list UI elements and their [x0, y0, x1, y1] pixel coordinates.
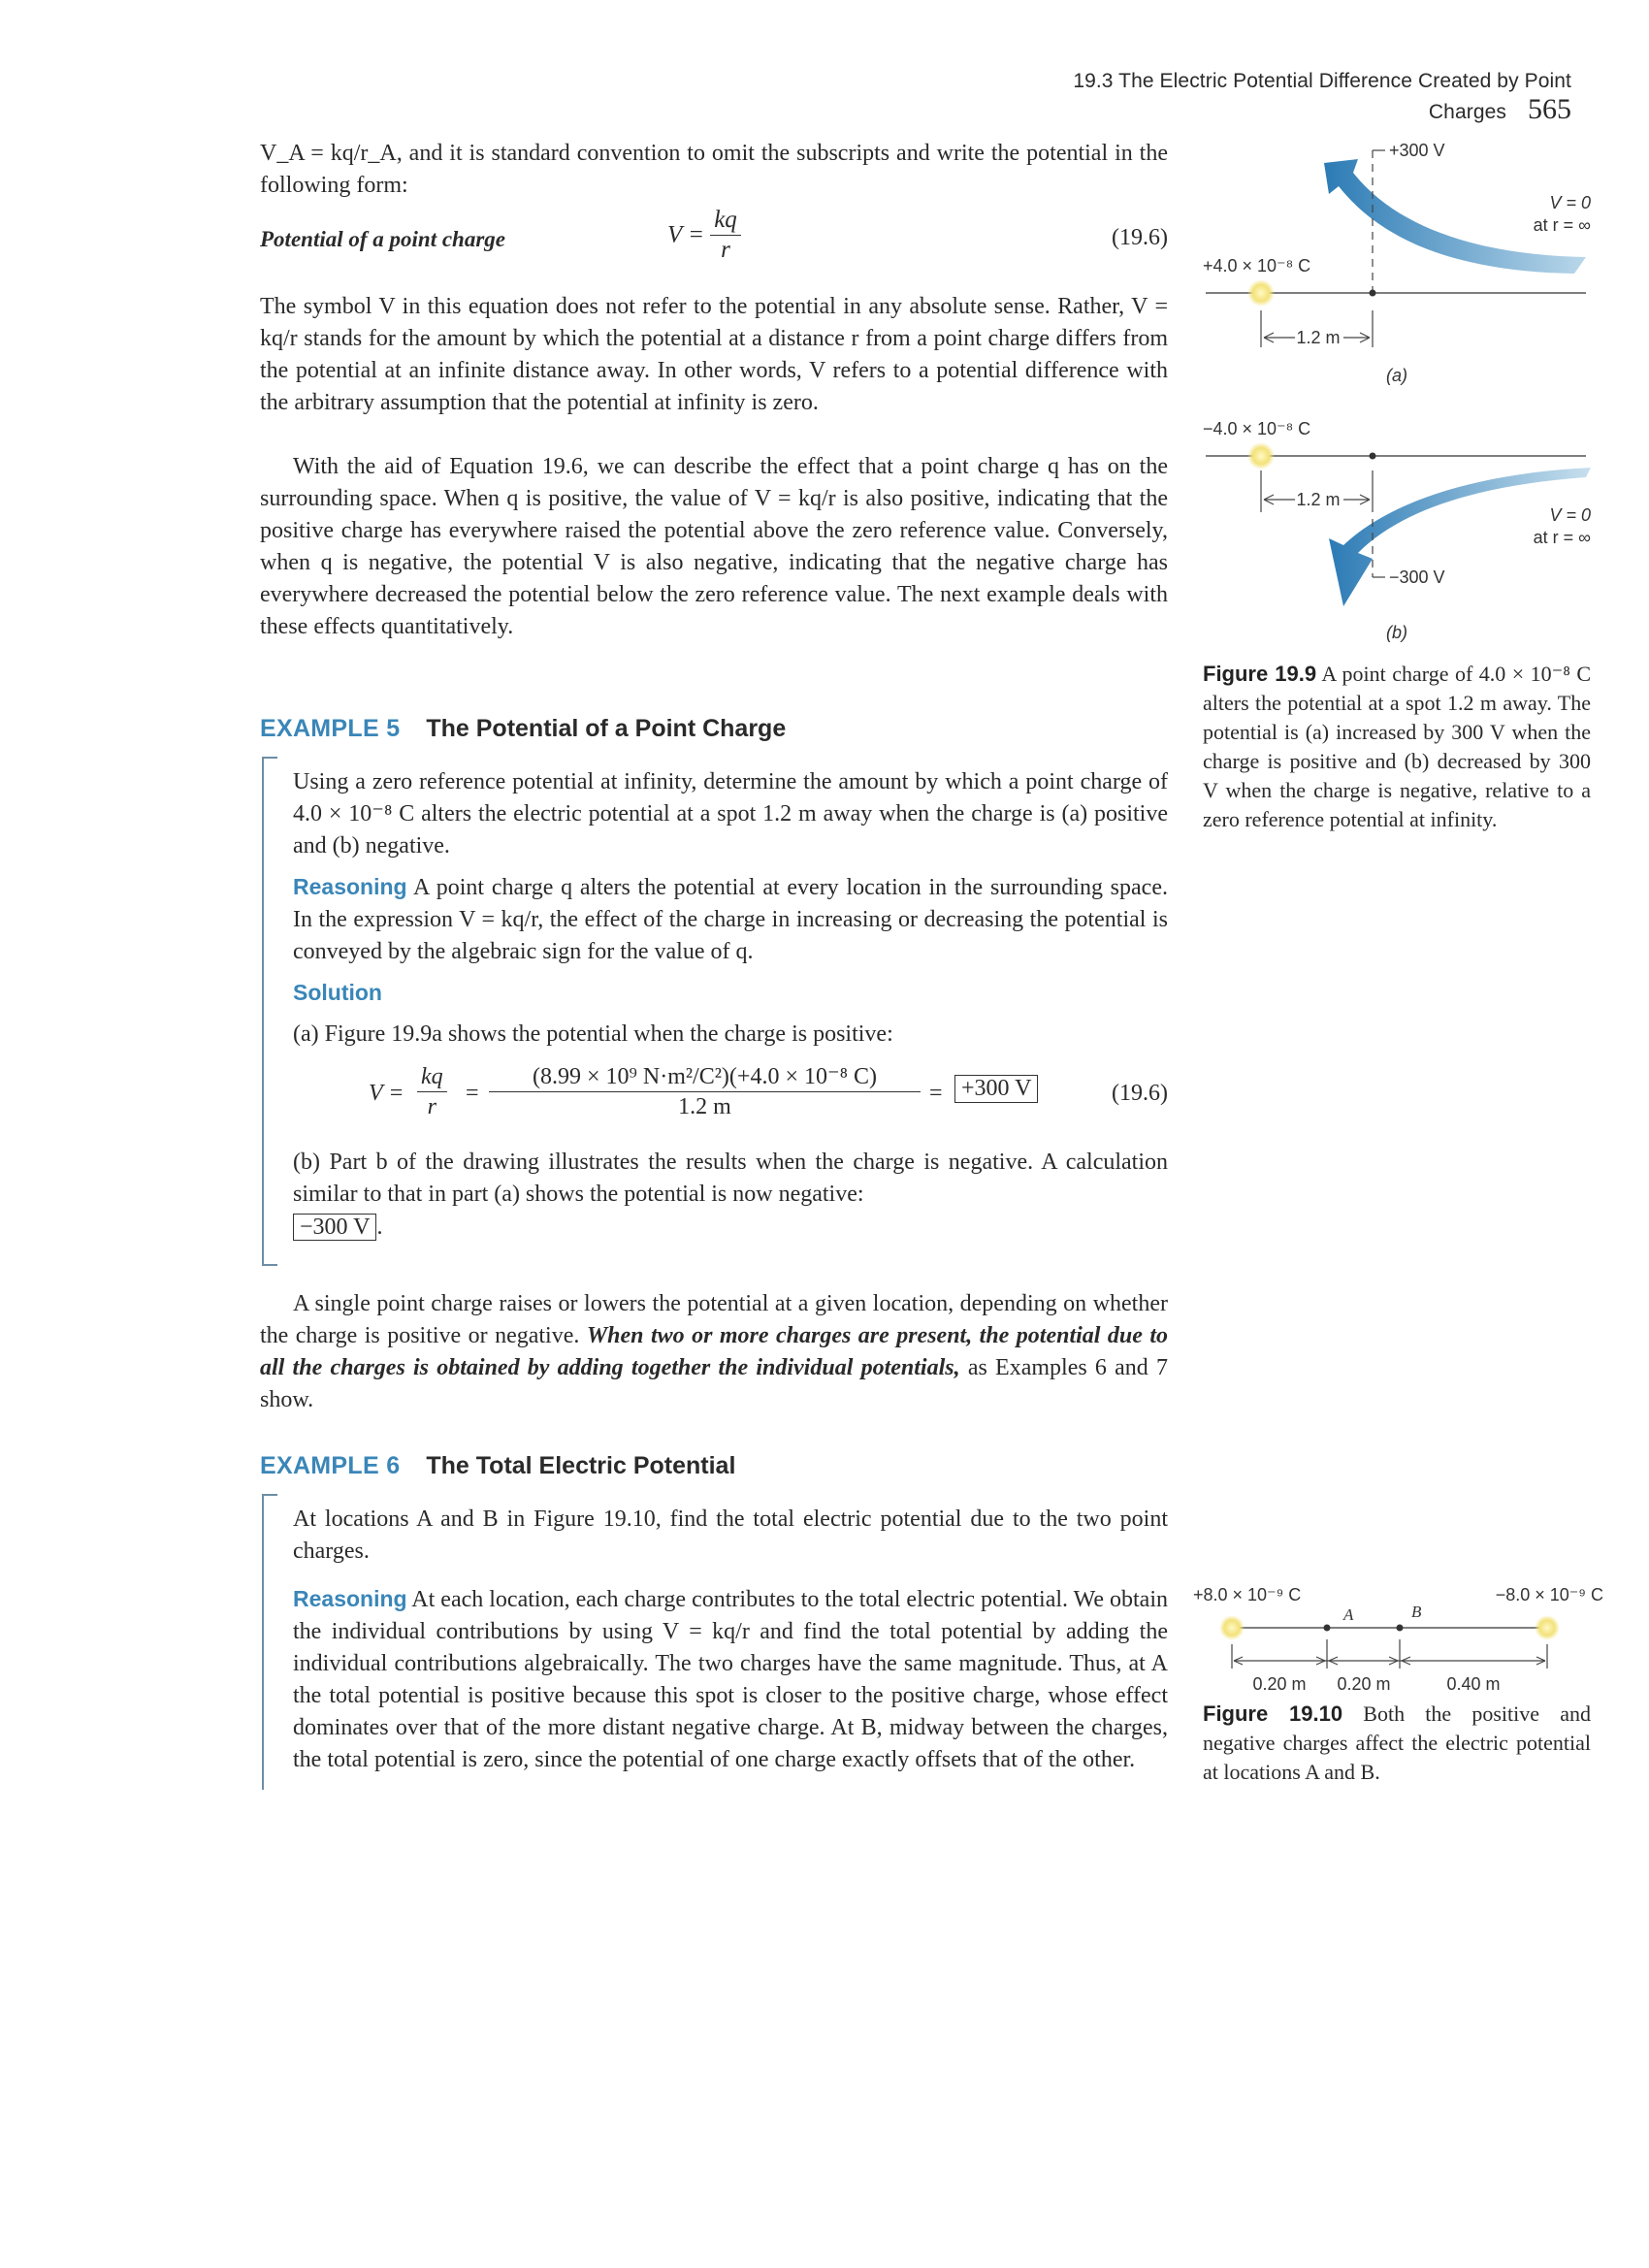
eq-numerator: kq — [710, 206, 741, 236]
point-b — [1397, 1625, 1404, 1632]
fig-b-inf: at r = ∞ — [1533, 528, 1591, 547]
example-5-title: The Potential of a Point Charge — [426, 715, 787, 742]
example-5-bar-top — [262, 757, 277, 759]
example-6-title: The Total Electric Potential — [426, 1452, 736, 1479]
point-b-label: B — [1411, 1603, 1422, 1621]
example-6-reasoning-text: At each location, each charge contributes to the total electric potential. We obtain the individual contributions by using V = kq/r and find the total potential by adding the individual contributions algebraically. The two charges have the same magnitude. Thus, at A the total potential is positive because this spot is closer to the positive charge, whose effect dominates over that of the more distant negative charge. At B, midway between the charges, the total potential is zero, since the potential of one charge exactly offsets that of the other. — [293, 1587, 1168, 1772]
fig-a-dist: 1.2 m — [1296, 328, 1341, 347]
example-6-bar-top — [262, 1494, 277, 1496]
fig10-pos-charge: +8.0 × 10⁻⁹ C — [1193, 1585, 1302, 1604]
paragraph-1: The symbol V in this equation does not refer to the potential in any absolute sense. Rather, V = kq/r stands for the amount by which the potential at a distance r from a point charge differs from the potential at an infinite distance away. In other words, V refers to a potential difference with the arbitrary assumption that the potential at infinity is zero. — [260, 294, 1168, 415]
example-5-reasoning-label: Reasoning — [293, 874, 407, 899]
figure-19-9-caption — [1203, 660, 1591, 834]
eq-denominator: r — [721, 237, 730, 263]
example-5-bar-bottom — [262, 1264, 277, 1266]
fig-a-top: +300 V — [1389, 141, 1445, 160]
ex5-eq-equals: = — [466, 1081, 479, 1106]
intro-text: V_A = kq/r_A, and it is standard convention to omit the subscripts and write the potential in the following form: — [260, 141, 1168, 198]
fig-a-tag: (a) — [1386, 366, 1407, 385]
section-title: 19.3 The Electric Potential Difference Created by Point Charges — [1073, 70, 1571, 123]
ex5-eq-number: (19.6) — [1112, 1081, 1168, 1106]
example-6-heading — [260, 1452, 1168, 1480]
example-5-heading — [260, 715, 1168, 743]
equation-19-6 — [260, 206, 1168, 274]
figure-19-9 — [1188, 126, 1600, 650]
equation-number: (19.6) — [1112, 225, 1168, 250]
paragraph-3-bold: When two or more charges are present, the potential due to all the charges is obtained by adding together the individual potentials, — [260, 1323, 1169, 1380]
positive-charge-a — [1247, 279, 1275, 307]
equation-label: Potential of a point charge — [260, 227, 505, 251]
example-6-label: EXAMPLE 6 — [260, 1452, 401, 1479]
ex5-eq-den1: r — [427, 1094, 436, 1119]
paragraph-3-end: as Examples 6 and 7 show. — [260, 1355, 1169, 1412]
paragraph-3 — [260, 1288, 1168, 1416]
paragraph-3-plain: A single point charge raises or lowers the potential at a given location, depending on whether the charge is positive or negative. — [260, 1291, 1168, 1348]
ex5-eq-num1: kq — [417, 1062, 447, 1092]
paragraph-2: With the aid of Equation 19.6, we can describe the effect that a point charge q has on the surrounding space. When q is positive, the value of V = kq/r is also positive, indicating that the positive charge has everywhere raised the potential above the zero reference value. Conversely, when q is negative, the potential V is also negative, indicating that the negative charge has everywhere decreased the potential below the zero reference value. The next example deals with these effects quantitatively. — [260, 454, 1168, 639]
ex5-eq-equals-2: = — [929, 1081, 943, 1106]
page-number: 565 — [1528, 93, 1571, 125]
example-5-part-b-result: −300 V — [293, 1214, 376, 1241]
example-6-problem: At locations A and B in Figure 19.10, find the total electric potential due to the two point charges. — [293, 1507, 1168, 1564]
fig-b-dist: 1.2 m — [1296, 490, 1341, 509]
figure-19-10-caption-label: Figure 19.10 — [1203, 1701, 1343, 1726]
example-5-reasoning — [293, 871, 1168, 968]
fig-a-v0: V = 0 — [1549, 193, 1591, 212]
example-5-label: EXAMPLE 5 — [260, 715, 401, 742]
point-a-label: A — [1343, 1605, 1354, 1624]
example-5-equation — [369, 1057, 1168, 1135]
figure-19-10-caption — [1203, 1700, 1591, 1787]
fig10-d1: 0.20 m — [1252, 1674, 1307, 1694]
example-5-part-a: (a) Figure 19.9a shows the potential when the charge is positive: — [293, 1021, 893, 1047]
fig10-d2: 0.20 m — [1337, 1674, 1391, 1694]
example-5-reasoning-text: A point charge q alters the potential at every location in the surrounding space. In the expression V = kq/r, the effect of the charge in increasing or decreasing the potential is conveyed by the algebraic sign for the value of q. — [293, 875, 1168, 964]
example-5-problem: Using a zero reference potential at infinity, determine the amount by which a point charge of 4.0 × 10⁻⁸ C alters the electric potential at a spot 1.2 m away when the charge is (a) positive and (b) negative. — [293, 769, 1168, 859]
ex5-eq-den2: 1.2 m — [678, 1094, 731, 1119]
fig10-d3: 0.40 m — [1446, 1674, 1501, 1694]
eq-lhs: V = — [667, 221, 704, 248]
fig-b-bottom: −300 V — [1389, 567, 1445, 587]
figure-19-10-caption-text: Both the positive and negative charges affect the electric potential at locations A and B. — [1203, 1701, 1591, 1784]
fig10-positive-charge — [1219, 1615, 1245, 1640]
ex5-eq-result: +300 V — [954, 1075, 1038, 1103]
example-5-part-b-result-wrap: −300 V . — [293, 1215, 382, 1241]
negative-charge-b — [1247, 442, 1275, 470]
figure-19-9-caption-text: A point charge of 4.0 × 10⁻⁸ C alters the potential at a spot 1.2 m away. The potential is (a) increased by 300 V when the charge is positive and (b) decreased by 300 V when the charge is negative, relative to a zero reference potential at infinity. — [1203, 662, 1592, 831]
figure-19-10 — [1188, 1571, 1610, 1698]
example-6-reasoning — [293, 1583, 1168, 1776]
fig-a-charge: +4.0 × 10⁻⁸ C — [1203, 256, 1311, 275]
fig10-neg-charge: −8.0 × 10⁻⁹ C — [1495, 1585, 1603, 1604]
point-a — [1324, 1625, 1331, 1632]
example-5-bar — [262, 757, 264, 1266]
example-5-solution-label: Solution — [293, 980, 382, 1005]
example-5-part-b: (b) Part b of the drawing illustrates the results when the charge is negative. A calculation similar to that in part (a) shows the potential is now negative: — [293, 1150, 1168, 1207]
figure-19-9-caption-label: Figure 19.9 — [1203, 662, 1317, 686]
ex5-eq-num2: (8.99 × 10⁹ N·m²/C²)(+4.0 × 10⁻⁸ C) — [489, 1062, 921, 1092]
fig-b-v0: V = 0 — [1549, 505, 1591, 525]
fig-b-tag: (b) — [1386, 623, 1407, 642]
ex5-eq-lhs: V = — [369, 1081, 404, 1106]
fig-a-inf: at r = ∞ — [1533, 215, 1591, 235]
fig10-negative-charge — [1535, 1615, 1560, 1640]
running-header — [970, 70, 1571, 125]
fig-b-charge: −4.0 × 10⁻⁸ C — [1203, 419, 1311, 438]
example-6-bar — [262, 1494, 264, 1790]
example-6-reasoning-label: Reasoning — [293, 1586, 407, 1611]
